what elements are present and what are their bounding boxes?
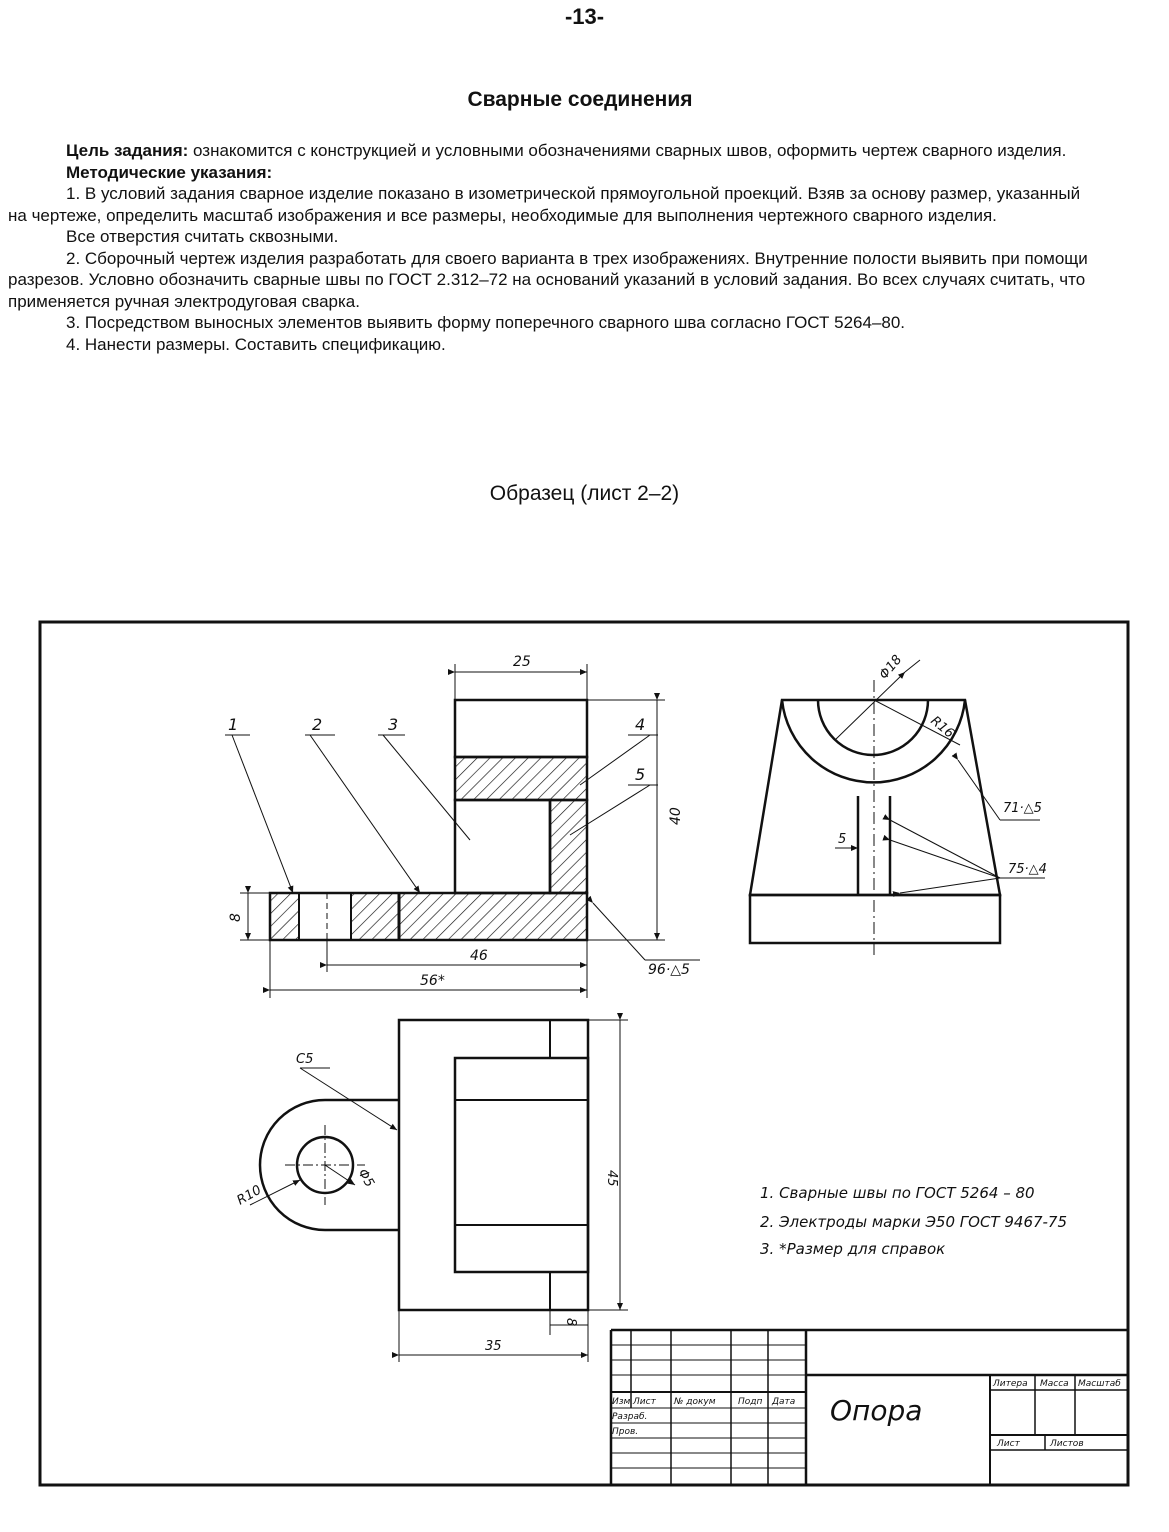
drawing-notes [760,1184,1067,1258]
dim-8b: 8 [563,1318,578,1327]
dim-45: 45 [604,1170,619,1187]
note-1: 1. Сварные швы по ГОСТ 5264 – 80 [760,1184,1035,1202]
instruction-1: 1. В условий задания сварное изделие показано в изометрической прямоугольной проекций. Взяв за основу размер, указанный на чертеже, определить масштаб изображения и все размеры, необходимые для выполнения чертежного сварного изделия. [8,184,1081,225]
front-dimensions [225,664,700,998]
dim-46: 46 [470,948,488,964]
col-doc: № докум [674,1397,716,1407]
dim-r10: R10 [234,1182,265,1209]
instruction-3: 3. Посредством выносных элементов выявить форму поперечного сварного шва согласно ГОСТ 5264–80. [66,313,906,332]
leader-2: 2 [312,715,323,734]
instruction-1b: Все отверстия считать сквозными. [66,227,339,246]
dim-8: 8 [228,913,244,922]
side-view [750,680,1000,955]
col-date: Дата [772,1397,796,1407]
dim-40: 40 [668,807,684,825]
instruction-2: 2. Сборочный чертеж изделия разработать для своего варианта в трех изображениях. Внутренние полости выявить при помощи разрезов. Условно обозначить сварные швы по ГОСТ 2.312–72 на оснований указаний в условий задания. Во всех случаях считать, что применяется ручная электродуговая сварка. [8,248,1088,311]
col-sign: Подп [738,1397,763,1407]
scale-label: Масштаб [1078,1379,1121,1389]
dim-phi18: Φ18 [876,652,906,683]
row-checker: Пров. [612,1427,639,1437]
part-name: Опора [830,1394,923,1427]
sheet-label: Лист [997,1439,1020,1449]
method-label: Методические указания: [66,162,273,182]
page-title: Сварные соединения [467,88,693,111]
side-dimensions [835,660,1045,893]
note-3: 3. *Размер для справок [760,1240,946,1258]
leader-3: 3 [388,715,399,734]
weld-mark-2: 71·△5 [1003,801,1042,816]
mass-label: Масса [1040,1379,1069,1389]
front-view [270,700,587,940]
sheets-label: Листов [1050,1439,1084,1449]
dim-r16: R16 [927,713,957,742]
col-izm: Изм [612,1397,631,1407]
dim-phi5: Φ5 [354,1166,377,1191]
lit-label: Литера [993,1379,1028,1389]
note-2: 2. Электроды марки Э50 ГОСТ 9467-75 [760,1213,1068,1231]
goal-label: Цель задания: [66,141,189,160]
weld-mark-1: 96·△5 [648,962,690,978]
dim-35: 35 [485,1339,502,1354]
dim-25: 25 [513,654,531,670]
col-list: Лист [633,1397,656,1407]
leader-4: 4 [635,715,646,734]
goal-text: ознакомится с конструкцией и условными обозначениями сварных швов, оформить чертеж сварного изделия. [188,141,1067,160]
page-number: -13- [564,4,605,29]
sheet-frame [40,622,1128,1485]
leader-1: 1 [228,715,239,734]
dim-c5: C5 [296,1052,314,1067]
top-dim-labels [235,1052,620,1354]
leader-5: 5 [635,765,646,784]
sample-caption: Образец (лист 2–2) [489,482,680,505]
dim-56: 56* [420,973,445,989]
dim-5: 5 [838,832,847,847]
row-developer: Разраб. [612,1412,648,1422]
side-dim-labels [838,652,1047,877]
instruction-4: 4. Нанести размеры. Составить спецификацию. [66,334,446,354]
weld-mark-3: 75·△4 [1008,862,1047,877]
